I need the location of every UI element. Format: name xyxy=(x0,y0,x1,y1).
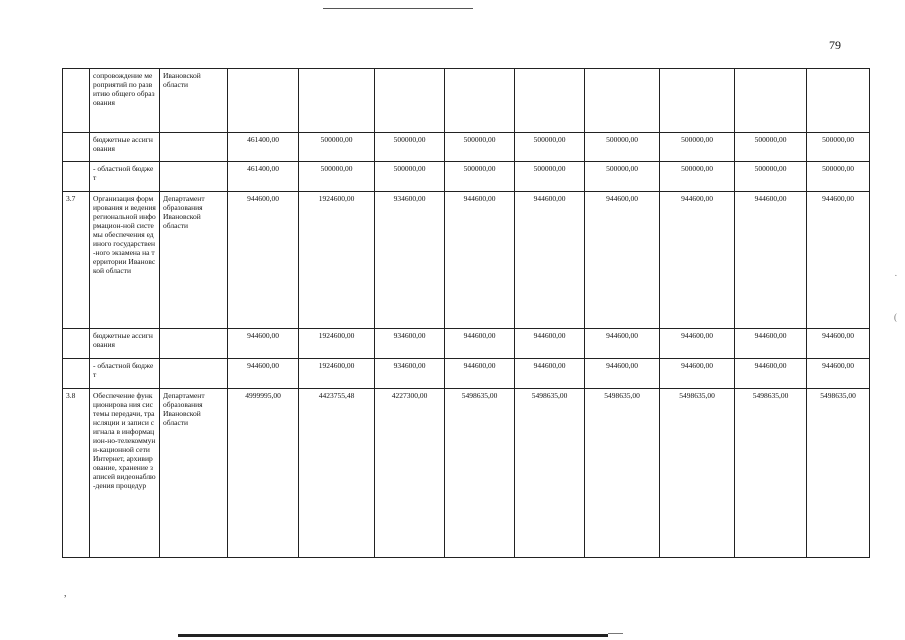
table-row xyxy=(63,329,870,359)
amount-cell: 5498635,00 xyxy=(735,389,807,558)
amount-cell xyxy=(660,69,735,133)
amount-cell xyxy=(445,69,515,133)
budget-table xyxy=(62,68,870,558)
amount-cell: 944600,00 xyxy=(515,329,585,359)
amount-cell: 944600,00 xyxy=(660,359,735,389)
margin-mark: , xyxy=(64,588,67,599)
amount-cell: 461400,00 xyxy=(228,162,299,192)
amount-cell: 500000,00 xyxy=(299,162,375,192)
amount-cell: 1924600,00 xyxy=(299,329,375,359)
row-description: - областной бюджет xyxy=(90,359,160,389)
amount-cell: 944600,00 xyxy=(807,192,870,329)
amount-cell: 944600,00 xyxy=(585,192,660,329)
row-number: 3.8 xyxy=(63,389,90,558)
amount-cell: 934600,00 xyxy=(375,359,445,389)
amount-cell: 4423755,48 xyxy=(299,389,375,558)
amount-cell xyxy=(299,69,375,133)
amount-cell xyxy=(585,69,660,133)
amount-cell: 500000,00 xyxy=(660,162,735,192)
responsible-executor xyxy=(160,329,228,359)
amount-cell: 944600,00 xyxy=(445,192,515,329)
amount-cell: 500000,00 xyxy=(375,133,445,162)
page-number: 79 xyxy=(829,38,841,52)
amount-cell: 500000,00 xyxy=(735,133,807,162)
top-rule xyxy=(323,8,473,9)
margin-mark: . xyxy=(894,268,897,278)
row-number: 3.7 xyxy=(63,192,90,329)
amount-cell: 500000,00 xyxy=(445,133,515,162)
amount-cell: 944600,00 xyxy=(735,359,807,389)
bottom-rule xyxy=(178,634,608,637)
amount-cell: 944600,00 xyxy=(445,329,515,359)
amount-cell: 5498635,00 xyxy=(445,389,515,558)
amount-cell: 4227300,00 xyxy=(375,389,445,558)
responsible-executor: Ивановской области xyxy=(160,69,228,133)
amount-cell: 500000,00 xyxy=(807,162,870,192)
amount-cell: 934600,00 xyxy=(375,329,445,359)
amount-cell xyxy=(375,69,445,133)
amount-cell: 934600,00 xyxy=(375,192,445,329)
amount-cell: 944600,00 xyxy=(735,329,807,359)
amount-cell: 500000,00 xyxy=(660,133,735,162)
table-row xyxy=(63,133,870,162)
row-number xyxy=(63,359,90,389)
margin-mark: ( xyxy=(894,312,897,322)
table-row xyxy=(63,359,870,389)
amount-cell: 944600,00 xyxy=(807,329,870,359)
responsible-executor xyxy=(160,162,228,192)
amount-cell: 944600,00 xyxy=(228,192,299,329)
amount-cell: 500000,00 xyxy=(585,162,660,192)
amount-cell: 500000,00 xyxy=(445,162,515,192)
table-row xyxy=(63,192,870,329)
amount-cell xyxy=(735,69,807,133)
amount-cell: 500000,00 xyxy=(735,162,807,192)
responsible-executor xyxy=(160,133,228,162)
amount-cell: 944600,00 xyxy=(228,359,299,389)
amount-cell: 500000,00 xyxy=(515,133,585,162)
row-description: бюджетные ассигнования xyxy=(90,133,160,162)
table-row xyxy=(63,162,870,192)
responsible-executor: Департамент образования Ивановской области xyxy=(160,192,228,329)
amount-cell: 944600,00 xyxy=(660,329,735,359)
amount-cell xyxy=(515,69,585,133)
row-description: - областной бюджет xyxy=(90,162,160,192)
amount-cell: 500000,00 xyxy=(375,162,445,192)
amount-cell: 1924600,00 xyxy=(299,359,375,389)
table-row xyxy=(63,389,870,558)
amount-cell: 461400,00 xyxy=(228,133,299,162)
row-number xyxy=(63,329,90,359)
row-number xyxy=(63,162,90,192)
responsible-executor xyxy=(160,359,228,389)
amount-cell: 1924600,00 xyxy=(299,192,375,329)
amount-cell: 5498635,00 xyxy=(660,389,735,558)
bottom-rule-end xyxy=(608,633,623,634)
amount-cell: 944600,00 xyxy=(445,359,515,389)
row-description: Обеспечение функционирова ния системы передачи, трансляции и записи сигнала в информацион-но-телекоммуни-кационной сети Интернет, архивирование, хранение записей видеонаблю-дения процедур xyxy=(90,389,160,558)
amount-cell: 5498635,00 xyxy=(515,389,585,558)
responsible-executor: Департамент образования Ивановской области xyxy=(160,389,228,558)
amount-cell: 500000,00 xyxy=(585,133,660,162)
amount-cell: 944600,00 xyxy=(735,192,807,329)
table-row xyxy=(63,69,870,133)
amount-cell: 500000,00 xyxy=(515,162,585,192)
amount-cell: 944600,00 xyxy=(660,192,735,329)
row-description: сопровождение мероприятий по развитию общего образования xyxy=(90,69,160,133)
amount-cell: 944600,00 xyxy=(585,329,660,359)
amount-cell: 500000,00 xyxy=(807,133,870,162)
amount-cell: 4999995,00 xyxy=(228,389,299,558)
amount-cell: 944600,00 xyxy=(515,359,585,389)
row-description: бюджетные ассигнования xyxy=(90,329,160,359)
amount-cell: 500000,00 xyxy=(299,133,375,162)
amount-cell: 944600,00 xyxy=(585,359,660,389)
amount-cell: 944600,00 xyxy=(515,192,585,329)
amount-cell xyxy=(807,69,870,133)
row-number xyxy=(63,69,90,133)
amount-cell: 5498635,00 xyxy=(585,389,660,558)
amount-cell: 944600,00 xyxy=(807,359,870,389)
row-description: Организация формирования и ведения региональной информацион-ной системы обеспечения единого государствен-ного экзамена на территории Ивановской области xyxy=(90,192,160,329)
amount-cell: 944600,00 xyxy=(228,329,299,359)
row-number xyxy=(63,133,90,162)
amount-cell: 5498635,00 xyxy=(807,389,870,558)
amount-cell xyxy=(228,69,299,133)
